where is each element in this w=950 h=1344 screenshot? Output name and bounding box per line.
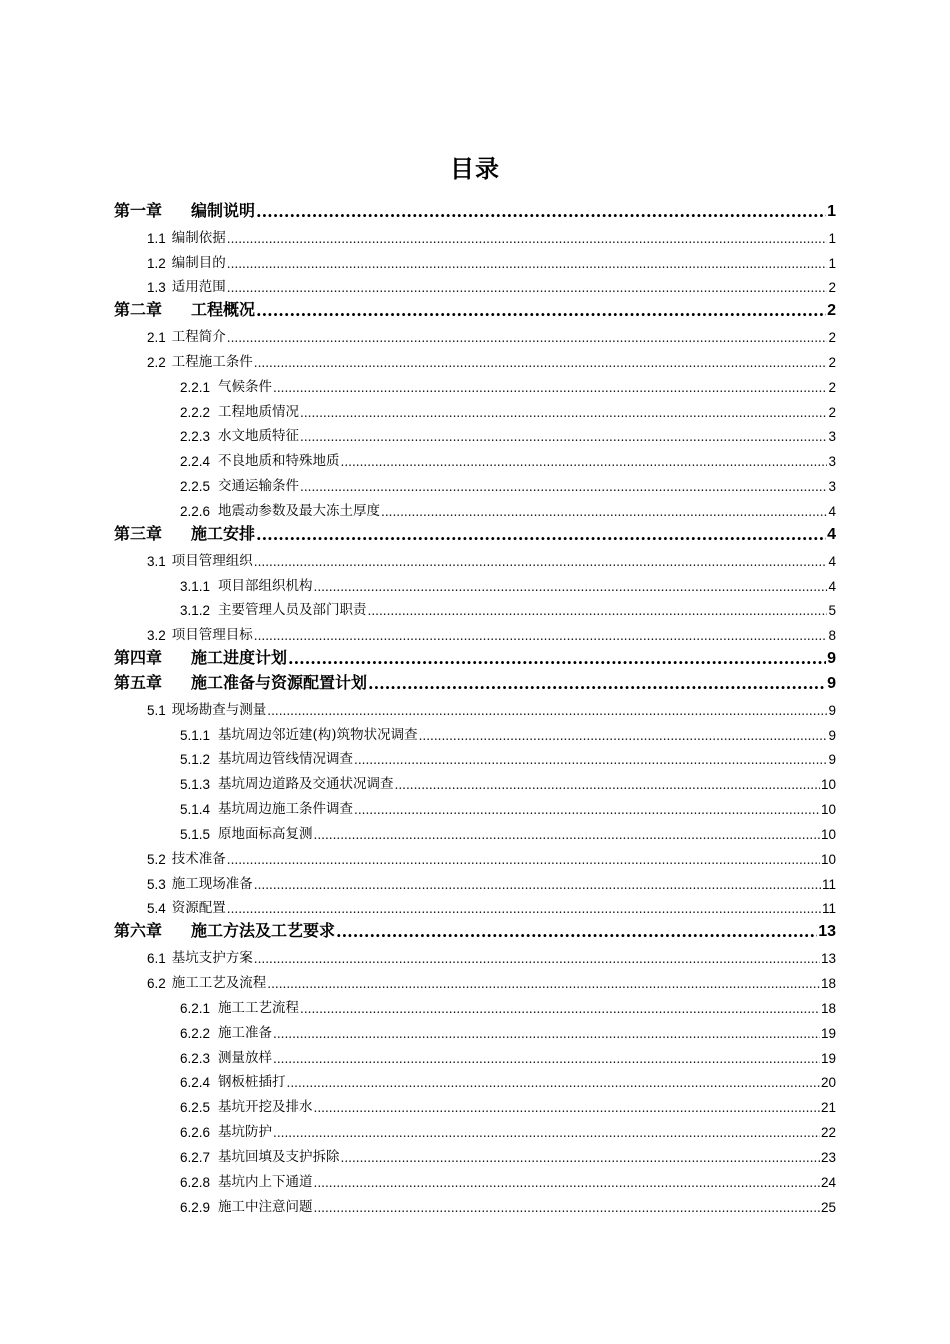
toc-entry-page: 9: [827, 650, 836, 668]
dot-leader: [336, 922, 817, 941]
toc-entry-number: 2.1: [147, 330, 166, 346]
toc-entry[interactable]: [114, 693, 836, 718]
dot-leader: [300, 480, 827, 494]
toc-entry-title: 工程地质情况: [218, 403, 300, 420]
toc-entry[interactable]: [114, 196, 836, 221]
toc-entry-number: 5.1: [147, 702, 166, 718]
toc-entry-number: 2.2.4: [180, 454, 211, 470]
dot-leader: [227, 331, 828, 345]
toc-entry-page: 3: [828, 429, 836, 445]
toc-entry-page: 22: [820, 1125, 836, 1141]
toc-entry-page: 20: [820, 1075, 836, 1091]
dot-leader: [227, 257, 828, 271]
toc-entry-title: 工程概况: [191, 300, 256, 320]
toc-entry[interactable]: [114, 1165, 836, 1190]
toc-entry-number: 6.2.7: [180, 1149, 211, 1165]
toc-entry-title: 施工准备与资源配置计划: [191, 672, 368, 692]
dot-leader: [368, 604, 828, 618]
toc-entry-number: 2.2.5: [180, 479, 211, 495]
toc-entry-title: 施工安排: [191, 523, 256, 543]
toc-entry-page: 2: [827, 302, 836, 320]
dot-leader: [341, 455, 828, 469]
toc-entry-page: 25: [820, 1199, 836, 1215]
toc-entry[interactable]: [114, 966, 836, 991]
toc-entry-page: 3: [828, 454, 836, 470]
toc-entry[interactable]: [114, 370, 836, 395]
toc-entry-number: 2.2.1: [180, 379, 211, 395]
toc-entry-page: 2: [828, 379, 836, 395]
toc-entry-page: 8: [828, 628, 836, 644]
toc-entry-title: 基坑周边道路及交通状况调查: [218, 776, 394, 793]
toc-entry[interactable]: [114, 618, 836, 643]
toc-entry-page: 1: [828, 255, 836, 271]
toc-entry-number: 3.1.2: [180, 603, 211, 619]
dot-leader: [287, 1076, 820, 1090]
dot-leader: [419, 729, 828, 743]
toc-entry[interactable]: [114, 519, 836, 544]
dot-leader: [267, 704, 827, 718]
toc-entry-title: 项目管理组织: [171, 552, 253, 569]
toc-entry-number: 5.4: [147, 901, 166, 917]
toc-entry-title: 施工进度计划: [191, 648, 288, 668]
toc-entry-number: 6.2: [147, 976, 166, 991]
toc-entry[interactable]: [114, 544, 836, 569]
toc-entry-title: 基坑支护方案: [171, 950, 253, 967]
toc-entry-page: 9: [828, 727, 836, 743]
toc-entry[interactable]: [114, 221, 836, 246]
dot-leader: [314, 1201, 820, 1215]
toc-entry[interactable]: [114, 569, 836, 594]
toc-entry-number: 2.2: [147, 354, 166, 370]
toc-entry-number: 第二章: [114, 300, 163, 320]
toc-entry[interactable]: [114, 842, 836, 867]
toc-entry[interactable]: [114, 916, 836, 941]
toc-entry[interactable]: [114, 767, 836, 792]
toc-entry-title: 交通运输条件: [218, 478, 300, 495]
toc-entry-title: 钢板桩插打: [218, 1074, 286, 1091]
toc-entry-title: 工程施工条件: [171, 353, 253, 370]
toc-entry-number: 6.2.6: [180, 1125, 211, 1141]
toc-entry-title: 水文地质特征: [218, 428, 300, 445]
toc-entry-title: 基坑回填及支护拆除: [218, 1148, 340, 1165]
toc-entry-page: 4: [827, 525, 836, 543]
toc-entry-number: 6.2.4: [180, 1075, 211, 1091]
toc-entry-page: 21: [820, 1100, 836, 1116]
toc-entry-title: 主要管理人员及部门职责: [218, 602, 367, 619]
toc-entry[interactable]: [114, 320, 836, 345]
toc-entry-title: 编制目的: [171, 254, 226, 271]
toc-entry-number: 第一章: [114, 200, 163, 220]
table-of-contents: [114, 196, 836, 1215]
toc-entry-page: 24: [820, 1174, 836, 1190]
toc-entry[interactable]: [114, 718, 836, 743]
toc-entry-number: 6.2.1: [180, 1000, 211, 1016]
toc-entry-title: 施工工艺流程: [218, 999, 300, 1016]
toc-entry-page: 10: [820, 851, 836, 867]
toc-entry-page: 11: [821, 901, 836, 917]
toc-entry-page: 11: [821, 876, 836, 892]
dot-leader: [254, 878, 821, 892]
dot-leader: [395, 778, 820, 792]
toc-entry[interactable]: [114, 246, 836, 271]
toc-entry[interactable]: [114, 867, 836, 892]
dot-leader: [341, 1151, 820, 1165]
toc-entry-page: 9: [827, 674, 836, 692]
toc-entry[interactable]: [114, 668, 836, 693]
toc-entry-title: 施工准备: [218, 1024, 273, 1041]
dot-leader: [256, 525, 826, 544]
toc-entry-title: 施工中注意问题: [218, 1198, 313, 1215]
toc-entry-title: 测量放样: [218, 1049, 273, 1066]
toc-entry-page: 2: [828, 354, 836, 370]
toc-entry[interactable]: [114, 991, 836, 1016]
dot-leader: [354, 803, 820, 817]
toc-entry-number: 第四章: [114, 648, 163, 668]
toc-entry[interactable]: [114, 345, 836, 370]
toc-entry-number: 3.1: [147, 553, 166, 569]
toc-entry-title: 地震动参数及最大冻土厚度: [218, 502, 381, 519]
toc-entry-page: 9: [828, 702, 836, 718]
dot-leader: [314, 580, 828, 594]
toc-entry-page: 4: [828, 503, 836, 519]
toc-entry-page: 18: [820, 976, 836, 991]
toc-entry[interactable]: [114, 494, 836, 519]
toc-entry-page: 4: [828, 578, 836, 594]
toc-entry-page: 2: [828, 404, 836, 420]
dot-leader: [368, 674, 826, 693]
toc-entry[interactable]: [114, 295, 836, 320]
dot-leader: [300, 430, 827, 444]
toc-entry-page: 1: [827, 202, 836, 220]
toc-entry-title: 编制说明: [191, 200, 256, 220]
dot-leader: [227, 281, 828, 295]
toc-entry-number: 5.3: [147, 876, 166, 892]
toc-entry-number: 5.1.2: [180, 752, 211, 768]
toc-entry-title: 施工现场准备: [171, 875, 253, 892]
toc-entry[interactable]: [114, 271, 836, 296]
toc-entry[interactable]: [114, 594, 836, 619]
toc-entry-number: 第五章: [114, 672, 163, 692]
toc-entry-number: 2.2.2: [180, 404, 211, 420]
toc-entry-number: 5.1.5: [180, 826, 211, 842]
toc-entry[interactable]: [114, 444, 836, 469]
dot-leader: [227, 232, 828, 246]
toc-entry-number: 1.3: [147, 280, 166, 296]
toc-entry-title: 工程简介: [171, 329, 226, 346]
toc-entry-title: 基坑开挖及排水: [218, 1099, 313, 1116]
toc-entry[interactable]: [114, 1041, 836, 1066]
toc-entry-title: 适用范围: [171, 279, 226, 296]
toc-entry-number: 第三章: [114, 523, 163, 543]
toc-entry-title: 原地面标高复测: [218, 825, 313, 842]
toc-entry-title: 基坑内上下通道: [218, 1173, 313, 1190]
dot-leader: [314, 1176, 820, 1190]
toc-entry-title: 基坑周边邻近建(构)筑物状况调查: [218, 726, 418, 743]
toc-entry[interactable]: [114, 643, 836, 668]
dot-leader: [254, 356, 828, 370]
toc-entry[interactable]: [114, 743, 836, 768]
toc-entry-number: 6.2.9: [180, 1199, 211, 1215]
toc-entry-page: 19: [820, 1025, 836, 1041]
toc-entry-page: 18: [820, 1000, 836, 1016]
toc-entry-page: 13: [818, 923, 836, 941]
toc-entry[interactable]: [114, 469, 836, 494]
toc-entry-page: 4: [828, 553, 836, 569]
dot-leader: [314, 828, 820, 842]
toc-entry-page: 10: [820, 802, 836, 818]
dot-leader: [254, 555, 828, 569]
toc-entry-title: 基坑周边施工条件调查: [218, 801, 354, 818]
toc-entry-number: 6.2.2: [180, 1025, 211, 1041]
toc-entry-number: 2.2.6: [180, 503, 211, 519]
toc-entry[interactable]: [114, 1115, 836, 1140]
toc-entry-number: 5.1.1: [180, 727, 211, 743]
dot-leader: [256, 301, 826, 320]
toc-entry-number: 6.2.8: [180, 1174, 211, 1190]
toc-entry-number: 1.2: [147, 255, 166, 271]
toc-entry-page: 23: [820, 1149, 836, 1165]
toc-entry-number: 2.2.3: [180, 429, 211, 445]
toc-entry[interactable]: [114, 941, 836, 966]
toc-entry-title: 基坑周边管线情况调查: [218, 751, 354, 768]
dot-leader: [227, 902, 821, 916]
toc-entry-page: 10: [820, 826, 836, 842]
dot-leader: [300, 406, 827, 420]
toc-entry-number: 5.2: [147, 851, 166, 867]
toc-entry-title: 技术准备: [171, 850, 226, 867]
toc-entry-number: 1.1: [147, 230, 166, 246]
toc-entry-title: 施工工艺及流程: [171, 975, 267, 991]
toc-entry[interactable]: [114, 892, 836, 917]
dot-leader: [273, 1027, 820, 1041]
dot-leader: [381, 505, 827, 519]
toc-entry-number: 5.1.4: [180, 802, 211, 818]
toc-entry[interactable]: [114, 1140, 836, 1165]
toc-entry-page: 2: [828, 280, 836, 296]
dot-leader: [288, 649, 826, 668]
toc-entry-title: 资源配置: [171, 900, 226, 917]
toc-entry-title: 不良地质和特殊地质: [218, 453, 340, 470]
toc-entry[interactable]: [114, 1016, 836, 1041]
toc-entry[interactable]: [114, 1066, 836, 1091]
toc-entry[interactable]: [114, 817, 836, 842]
toc-entry-number: 第六章: [114, 921, 163, 941]
toc-entry-page: 3: [828, 479, 836, 495]
toc-title: 目录: [450, 154, 500, 183]
toc-entry[interactable]: [114, 1090, 836, 1115]
toc-entry-title: 基坑防护: [218, 1124, 273, 1141]
dot-leader: [273, 381, 827, 395]
dot-leader: [273, 1126, 820, 1140]
toc-entry-number: 6.2.5: [180, 1100, 211, 1116]
dot-leader: [267, 977, 820, 991]
toc-entry[interactable]: [114, 1190, 836, 1215]
dot-leader: [227, 853, 820, 867]
dot-leader: [354, 753, 827, 767]
toc-entry-number: 5.1.3: [180, 777, 211, 793]
toc-entry-title: 项目部组织机构: [218, 577, 313, 594]
toc-entry-number: 6.1: [147, 951, 166, 967]
toc-entry-title: 项目管理目标: [171, 627, 253, 644]
toc-entry-page: 19: [820, 1050, 836, 1066]
toc-entry-page: 13: [820, 951, 836, 967]
toc-entry-page: 9: [828, 752, 836, 768]
toc-entry-title: 气候条件: [218, 378, 273, 395]
dot-leader: [314, 1101, 820, 1115]
dot-leader: [273, 1052, 820, 1066]
toc-entry-title: 编制依据: [171, 229, 226, 246]
toc-entry-number: 6.2.3: [180, 1050, 211, 1066]
dot-leader: [256, 202, 826, 221]
toc-entry-page: 1: [828, 230, 836, 246]
toc-entry[interactable]: [114, 420, 836, 445]
dot-leader: [254, 629, 828, 643]
toc-entry-title: 现场勘查与测量: [171, 701, 267, 718]
dot-leader: [254, 952, 820, 966]
toc-entry[interactable]: [114, 395, 836, 420]
toc-entry-page: 10: [820, 777, 836, 793]
toc-entry-title: 施工方法及工艺要求: [191, 921, 336, 941]
toc-entry-number: 3.1.1: [180, 578, 211, 594]
toc-entry[interactable]: [114, 792, 836, 817]
toc-entry-page: 5: [828, 603, 836, 619]
toc-entry-number: 3.2: [147, 628, 166, 644]
toc-entry-page: 2: [828, 330, 836, 346]
dot-leader: [300, 1002, 820, 1016]
